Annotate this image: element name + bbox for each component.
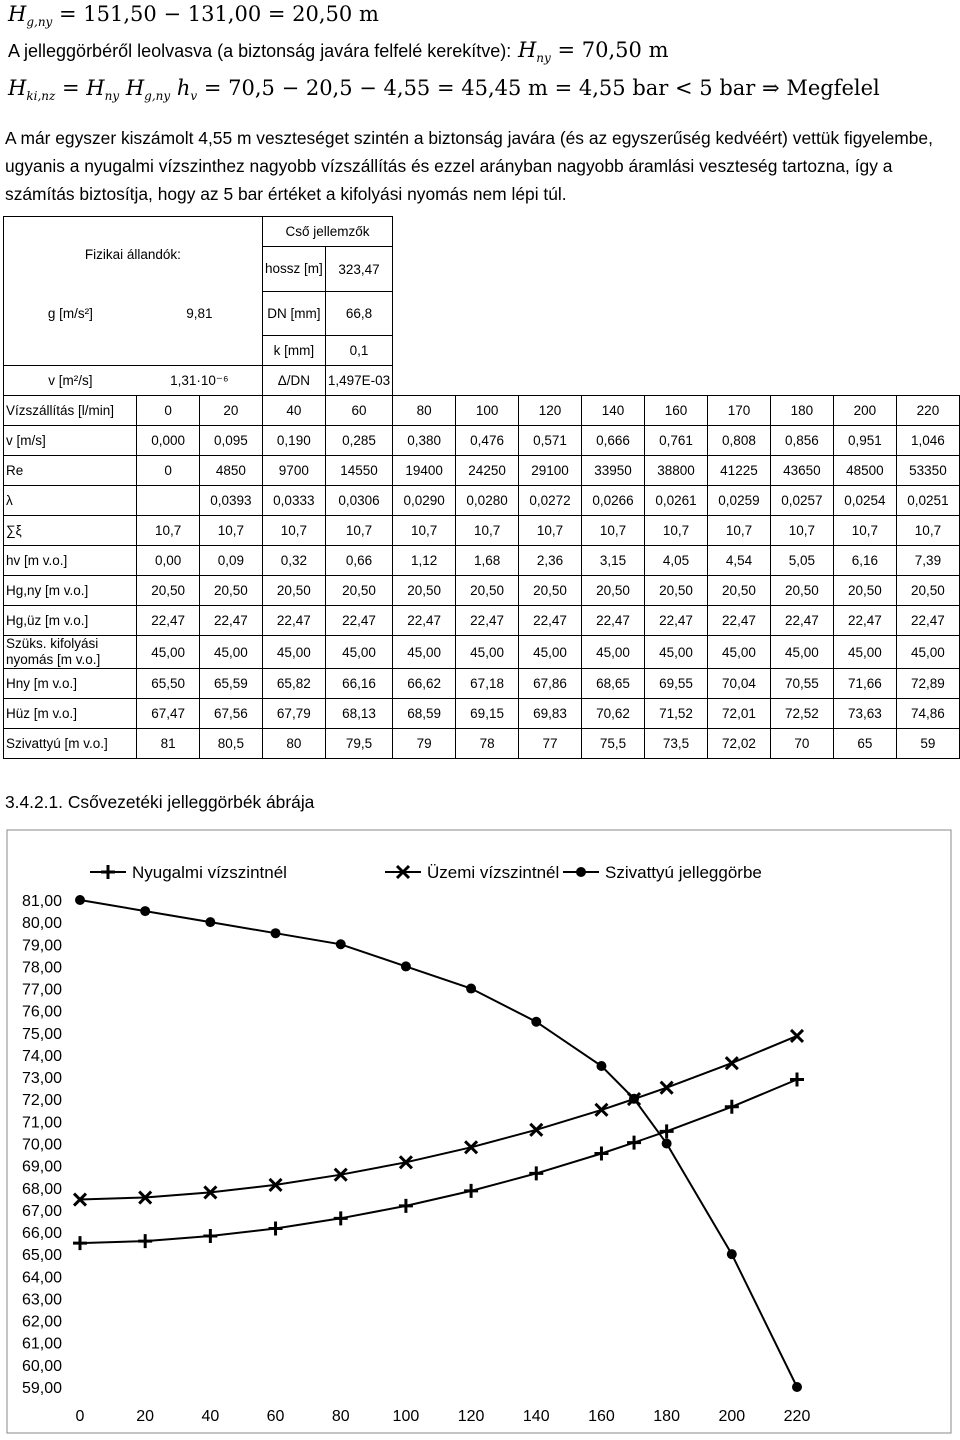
table-cell: 71,66 <box>833 669 896 699</box>
table-cell: 22,47 <box>519 606 582 636</box>
table-cell: 45,00 <box>896 636 959 669</box>
eq2-subscript: ny <box>536 51 551 66</box>
table-cell: 1,12 <box>393 546 456 576</box>
eq2-text: A jelleggörbéről leolvasva (a biztonság javára felfelé kerekítve): <box>8 41 512 61</box>
table-cell: 0,0257 <box>770 486 833 516</box>
table-cell: 0,095 <box>199 426 262 456</box>
y-tick-label: 67,00 <box>21 1202 62 1220</box>
table-cell: 68,59 <box>393 699 456 729</box>
table-cell: 65 <box>833 729 896 759</box>
table-cell: 0,00 <box>137 546 200 576</box>
table-cell: 74,86 <box>896 699 959 729</box>
equation-geodetic-height <box>8 2 379 29</box>
table-cell: 41225 <box>707 456 770 486</box>
table-cell: 45,00 <box>137 636 200 669</box>
y-tick-label: 63,00 <box>21 1291 62 1309</box>
table-cell: 1,68 <box>456 546 519 576</box>
table-cell: 0,808 <box>707 426 770 456</box>
table-cell: 45,00 <box>645 636 708 669</box>
equation-rest-height <box>8 38 668 65</box>
table-cell: 0,761 <box>645 426 708 456</box>
length-label: hossz [m] <box>262 247 325 292</box>
table-cell: 45,00 <box>262 636 325 669</box>
table-cell: 180 <box>770 396 833 426</box>
table-cell: 22,47 <box>325 606 392 636</box>
nu-label: v [m²/s] <box>4 366 137 396</box>
table-cell: 140 <box>582 396 645 426</box>
table-cell: 29100 <box>519 456 582 486</box>
table-cell: 72,01 <box>707 699 770 729</box>
table-cell: 0,190 <box>262 426 325 456</box>
table-cell: 10,7 <box>393 516 456 546</box>
table-cell: 80,5 <box>199 729 262 759</box>
table-cell: 69,55 <box>645 669 708 699</box>
table-cell: 38800 <box>645 456 708 486</box>
table-row <box>4 729 960 759</box>
y-tick-label: 71,00 <box>21 1114 62 1132</box>
table-cell: 0,000 <box>137 426 200 456</box>
chart-frame <box>7 830 951 1433</box>
table-cell: 10,7 <box>833 516 896 546</box>
x-tick-label: 120 <box>457 1408 485 1425</box>
table-cell: 10,7 <box>707 516 770 546</box>
y-tick-label: 64,00 <box>21 1269 62 1287</box>
data-point <box>576 867 586 877</box>
table-cell: 72,02 <box>707 729 770 759</box>
table-cell: 10,7 <box>770 516 833 546</box>
x-tick-label: 60 <box>266 1408 285 1425</box>
table-cell: 0,32 <box>262 546 325 576</box>
table-cell: 2,36 <box>519 546 582 576</box>
table-cell: 5,05 <box>770 546 833 576</box>
table-cell: 6,16 <box>833 546 896 576</box>
dn-value: 66,8 <box>325 292 392 336</box>
table-cell: 70 <box>770 729 833 759</box>
legend-label: Üzemi vízszintnél <box>427 863 560 882</box>
table-row <box>4 669 960 699</box>
pipe-properties-title: Cső jellemzők <box>262 217 392 247</box>
y-tick-label: 80,00 <box>21 915 62 933</box>
explanation-paragraph: A már egyszer kiszámolt 4,55 m veszteséget szintén a biztonság javára (és az egyszerűség kedvéért) vettük figyelembe, ugyanis a nyugalmi vízszinthez nagyobb vízszállítás és ezzel arányban nagyobb áramlási veszteség tartozna, így a számítás biztosítja, hogy az 5 bar értéket a kifolyási nyomás nem lépi túl. <box>5 128 933 204</box>
length-value: 323,47 <box>325 247 392 292</box>
eq3-equals: = <box>62 76 80 100</box>
table-cell: 3,15 <box>582 546 645 576</box>
data-point <box>271 928 281 938</box>
y-tick-label: 76,00 <box>21 1003 62 1021</box>
table-cell: 0,476 <box>456 426 519 456</box>
table-cell: 67,18 <box>456 669 519 699</box>
legend-label: Szivattyú jelleggörbe <box>605 863 762 882</box>
table-cell: 22,47 <box>582 606 645 636</box>
table-row <box>4 636 960 669</box>
table-cell: 65,59 <box>199 669 262 699</box>
table-cell: 9700 <box>262 456 325 486</box>
table-cell: 14550 <box>325 456 392 486</box>
y-tick-label: 69,00 <box>21 1158 62 1176</box>
table-row <box>4 546 960 576</box>
table-cell: 10,7 <box>199 516 262 546</box>
table-cell: 20,50 <box>325 576 392 606</box>
table-cell: 120 <box>519 396 582 426</box>
table-row <box>4 456 960 486</box>
table-cell: 4850 <box>199 456 262 486</box>
table-cell: 20,50 <box>707 576 770 606</box>
table-cell: 1,046 <box>896 426 959 456</box>
table-row <box>4 426 960 456</box>
table-cell: 19400 <box>393 456 456 486</box>
row-label: Vízszállítás [l/min] <box>4 396 137 426</box>
table-cell: 20,50 <box>456 576 519 606</box>
table-cell: 71,52 <box>645 699 708 729</box>
table-cell: 68,13 <box>325 699 392 729</box>
table-cell: 24250 <box>456 456 519 486</box>
eq2-rhs: = 70,50 m <box>557 38 669 62</box>
table-cell: 0,66 <box>325 546 392 576</box>
row-label: v [m/s] <box>4 426 137 456</box>
table-cell: 200 <box>833 396 896 426</box>
eq3-symbol-3: H <box>125 76 145 100</box>
eq3-rhs: = 70,5 − 20,5 − 4,55 = 45,45 m = 4,55 bar < 5 bar <box>203 76 756 100</box>
table-row <box>4 486 960 516</box>
table-cell: 10,7 <box>137 516 200 546</box>
table-cell: 53350 <box>896 456 959 486</box>
table-cell: 22,47 <box>456 606 519 636</box>
table-cell: 7,39 <box>896 546 959 576</box>
table-cell: 80 <box>262 729 325 759</box>
equation-outlet-pressure <box>8 76 880 103</box>
table-cell: 0,0290 <box>393 486 456 516</box>
table-cell: 67,56 <box>199 699 262 729</box>
table-cell: 0,0333 <box>262 486 325 516</box>
table-cell: 20,50 <box>582 576 645 606</box>
y-tick-label: 74,00 <box>21 1047 62 1065</box>
row-label: Szivattyú [m v.o.] <box>4 729 137 759</box>
table-cell: 73,5 <box>645 729 708 759</box>
k-label: k [mm] <box>262 336 325 366</box>
table-cell: 40 <box>262 396 325 426</box>
data-point <box>205 917 215 927</box>
table-cell: 79,5 <box>325 729 392 759</box>
data-point <box>336 939 346 949</box>
g-value: 9,81 <box>186 306 213 321</box>
y-tick-label: 70,00 <box>21 1136 62 1154</box>
y-tick-label: 73,00 <box>21 1070 62 1088</box>
table-cell: 0,0393 <box>199 486 262 516</box>
table-cell: 10,7 <box>896 516 959 546</box>
table-cell: 72,89 <box>896 669 959 699</box>
table-cell: 81 <box>137 729 200 759</box>
eq1-subscript: g,ny <box>26 15 53 30</box>
table-cell: 77 <box>519 729 582 759</box>
table-cell: 45,00 <box>707 636 770 669</box>
table-row <box>4 516 960 546</box>
table-cell: 0,856 <box>770 426 833 456</box>
y-tick-label: 59,00 <box>21 1380 62 1397</box>
table-cell: 0,0280 <box>456 486 519 516</box>
table-cell: 0,0259 <box>707 486 770 516</box>
table-cell: 45,00 <box>393 636 456 669</box>
y-tick-label: 79,00 <box>21 937 62 955</box>
x-tick-label: 20 <box>136 1408 155 1425</box>
data-point <box>662 1139 672 1149</box>
table-cell: 78 <box>456 729 519 759</box>
table-cell: 20,50 <box>645 576 708 606</box>
table-cell: 10,7 <box>645 516 708 546</box>
y-tick-label: 81,00 <box>21 893 62 910</box>
table-cell: 43650 <box>770 456 833 486</box>
table-cell: 20,50 <box>137 576 200 606</box>
table-cell: 70,62 <box>582 699 645 729</box>
g-label: g [m/s²] <box>4 292 137 336</box>
table-cell: 65,50 <box>137 669 200 699</box>
y-tick-label: 78,00 <box>21 959 62 977</box>
row-label: Szüks. kifolyási nyomás [m v.o.] <box>4 636 137 669</box>
table-cell: 68,65 <box>582 669 645 699</box>
data-point <box>401 961 411 971</box>
k-value: 0,1 <box>325 336 392 366</box>
table-cell: 170 <box>707 396 770 426</box>
table-cell: 20,50 <box>519 576 582 606</box>
eq3-sub-2: ny <box>104 89 120 104</box>
table-cell: 48500 <box>833 456 896 486</box>
y-tick-label: 68,00 <box>21 1180 62 1198</box>
nu-value: 1,31·10⁻⁶ <box>137 366 263 396</box>
eq3-symbol-2: H <box>86 76 105 100</box>
y-tick-label: 61,00 <box>21 1335 62 1353</box>
table-cell: 45,00 <box>456 636 519 669</box>
row-label: ∑ξ <box>4 516 137 546</box>
figure-caption: 3.4.2.1. Csővezetéki jelleggörbék ábrája <box>5 792 315 812</box>
x-tick-label: 160 <box>588 1408 615 1425</box>
table-cell: 20,50 <box>896 576 959 606</box>
eq3-sub-1: ki,nz <box>26 89 56 104</box>
table-cell: 79 <box>393 729 456 759</box>
row-label: Hny [m v.o.] <box>4 669 137 699</box>
table-cell: 67,86 <box>519 669 582 699</box>
table-cell: 22,47 <box>393 606 456 636</box>
table-cell: 0,0261 <box>645 486 708 516</box>
table-cell: 60 <box>325 396 392 426</box>
rel-roughness-label: Δ/DN <box>262 366 325 396</box>
table-cell: 66,16 <box>325 669 392 699</box>
table-cell: 22,47 <box>833 606 896 636</box>
pipe-characteristics-table <box>3 216 960 759</box>
table-cell: 10,7 <box>262 516 325 546</box>
table-cell: 45,00 <box>519 636 582 669</box>
table-cell: 0,09 <box>199 546 262 576</box>
table-cell: 45,00 <box>199 636 262 669</box>
table-cell: 69,15 <box>456 699 519 729</box>
table-cell: 0,0306 <box>325 486 392 516</box>
table-cell: 70,55 <box>770 669 833 699</box>
table-cell: 4,05 <box>645 546 708 576</box>
table-cell: 0,0251 <box>896 486 959 516</box>
table-cell: 160 <box>645 396 708 426</box>
table-cell: 45,00 <box>582 636 645 669</box>
table-cell: 22,47 <box>199 606 262 636</box>
row-label: λ <box>4 486 137 516</box>
eq3-symbol-1: H <box>8 76 27 100</box>
table-cell: 22,47 <box>896 606 959 636</box>
rel-roughness-value: 1,497E-03 <box>325 366 392 396</box>
data-point <box>140 906 150 916</box>
y-tick-label: 60,00 <box>21 1357 62 1375</box>
eq2-symbol: H <box>517 38 537 62</box>
table-cell: 80 <box>393 396 456 426</box>
table-cell: 20,50 <box>393 576 456 606</box>
data-point <box>531 1017 541 1027</box>
eq3-result: Megfelel <box>786 76 880 100</box>
table-cell: 0,571 <box>519 426 582 456</box>
table-cell: 69,83 <box>519 699 582 729</box>
eq3-sub-3: g,ny <box>144 89 171 104</box>
pipeline-curves-chart <box>0 822 960 1440</box>
table-cell: 20,50 <box>770 576 833 606</box>
table-cell: 0,380 <box>393 426 456 456</box>
table-cell: 59 <box>896 729 959 759</box>
x-tick-label: 180 <box>653 1408 680 1425</box>
data-point <box>727 1249 737 1259</box>
table-cell: 0,951 <box>833 426 896 456</box>
table-cell <box>137 486 200 516</box>
physical-constants-title: Fizikai állandók: <box>4 217 263 292</box>
row-label: Hg,üz [m v.o.] <box>4 606 137 636</box>
row-label: hv [m v.o.] <box>4 546 137 576</box>
table-cell: 0,285 <box>325 426 392 456</box>
table-cell: 22,47 <box>645 606 708 636</box>
table-cell: 0,666 <box>582 426 645 456</box>
table-cell: 4,54 <box>707 546 770 576</box>
row-label: Hg,ny [m v.o.] <box>4 576 137 606</box>
table-cell: 10,7 <box>582 516 645 546</box>
data-point <box>629 1094 639 1104</box>
table-cell: 66,62 <box>393 669 456 699</box>
row-label: Re <box>4 456 137 486</box>
x-tick-label: 220 <box>783 1408 811 1425</box>
table-row <box>4 396 960 426</box>
x-tick-label: 80 <box>331 1408 350 1425</box>
y-tick-label: 77,00 <box>21 981 62 999</box>
x-tick-label: 200 <box>718 1408 746 1425</box>
table-cell: 65,82 <box>262 669 325 699</box>
table-cell: 45,00 <box>833 636 896 669</box>
eq3-sub-4: v <box>190 89 198 104</box>
x-tick-label: 0 <box>75 1408 85 1425</box>
table-cell: 73,63 <box>833 699 896 729</box>
table-cell: 10,7 <box>325 516 392 546</box>
table-cell: 70,04 <box>707 669 770 699</box>
implies-arrow-icon: ⇒ <box>762 76 780 100</box>
table-cell: 100 <box>456 396 519 426</box>
table-cell: 22,47 <box>707 606 770 636</box>
x-tick-label: 100 <box>392 1408 420 1425</box>
y-tick-label: 65,00 <box>21 1247 62 1265</box>
table-cell: 72,52 <box>770 699 833 729</box>
table-cell: 0 <box>137 456 200 486</box>
table-cell: 10,7 <box>456 516 519 546</box>
data-point <box>596 1061 606 1071</box>
table-cell: 22,47 <box>770 606 833 636</box>
table-cell: 20,50 <box>833 576 896 606</box>
y-tick-label: 62,00 <box>21 1313 62 1331</box>
table-cell: 33950 <box>582 456 645 486</box>
table-cell: 20,50 <box>199 576 262 606</box>
x-tick-label: 140 <box>522 1408 550 1425</box>
table-cell: 220 <box>896 396 959 426</box>
table-cell: 0,0272 <box>519 486 582 516</box>
data-point <box>466 984 476 994</box>
eq1-symbol: H <box>8 2 27 26</box>
table-cell: 20 <box>199 396 262 426</box>
table-cell: 20,50 <box>262 576 325 606</box>
table-cell: 10,7 <box>519 516 582 546</box>
table-cell: 22,47 <box>262 606 325 636</box>
table-cell: 0 <box>137 396 200 426</box>
row-label: Hüz [m v.o.] <box>4 699 137 729</box>
y-tick-label: 72,00 <box>21 1092 62 1110</box>
data-point <box>792 1382 802 1392</box>
data-point <box>75 895 85 905</box>
table-cell: 0,0266 <box>582 486 645 516</box>
table-cell: 45,00 <box>325 636 392 669</box>
table-row <box>4 699 960 729</box>
eq3-symbol-4: h <box>176 76 191 100</box>
table-cell: 75,5 <box>582 729 645 759</box>
table-cell: 67,79 <box>262 699 325 729</box>
table-row <box>4 606 960 636</box>
eq1-rhs: = 151,50 − 131,00 = 20,50 m <box>59 2 379 26</box>
table-row <box>4 576 960 606</box>
table-cell: 0,0254 <box>833 486 896 516</box>
y-tick-label: 75,00 <box>21 1025 62 1043</box>
table-cell: 45,00 <box>770 636 833 669</box>
table-cell: 67,47 <box>137 699 200 729</box>
y-tick-label: 66,00 <box>21 1225 62 1243</box>
dn-label: DN [mm] <box>262 292 325 336</box>
legend-label: Nyugalmi vízszintnél <box>132 863 287 882</box>
x-tick-label: 40 <box>201 1408 220 1425</box>
table-cell: 22,47 <box>137 606 200 636</box>
